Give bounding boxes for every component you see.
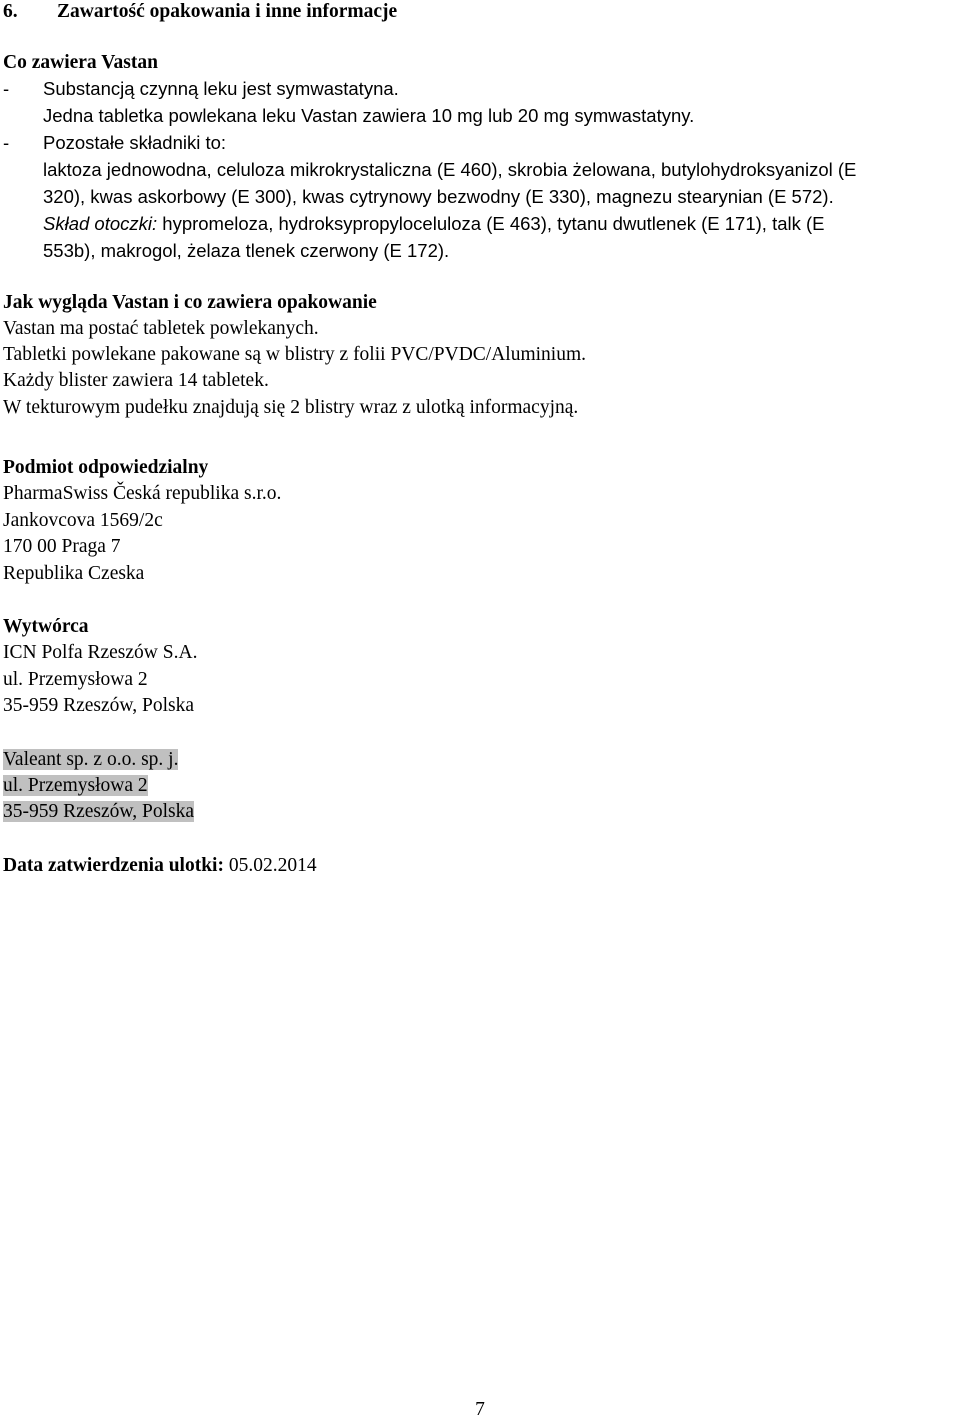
coating-text: hypromeloza, hydroksypropyloceluloza (E 463), tytanu dwutlenek (E 171), talk (E [157, 213, 825, 234]
manufacturer-highlighted-line [3, 773, 148, 799]
highlighted-text: ul. Przemysłowa 2 [3, 775, 148, 796]
active-substance-line: Substancją czynną leku jest symwastatyna. [43, 78, 399, 99]
appearance-line: Każdy blister zawiera 14 tabletek. [3, 370, 269, 391]
holder-line: PharmaSwiss Česká republika s.r.o. [3, 483, 282, 504]
approval-date-line [3, 853, 317, 879]
other-ingredients-item [3, 130, 226, 156]
manufacturer-heading: Wytwórca [3, 616, 89, 637]
highlighted-text: Valeant sp. z o.o. sp. j. [3, 749, 179, 770]
section-title: Zawartość opakowania i inne informacje [57, 1, 398, 22]
manufacturer-line: ul. Przemysłowa 2 [3, 669, 148, 690]
manufacturer-line: 35-959 Rzeszów, Polska [3, 695, 195, 716]
excipients-line: 320), kwas askorbowy (E 300), kwas cytrynowy bezwodny (E 330), magnezu stearynian (E 572). [43, 186, 834, 207]
coating-line [43, 211, 825, 237]
manufacturer-highlighted-line [3, 799, 194, 825]
other-ingredients-label: Pozostałe składniki to: [43, 132, 227, 153]
holder-line: 170 00 Praga 7 [3, 536, 121, 557]
manufacturer-line: ICN Polfa Rzeszów S.A. [3, 642, 198, 663]
composition-heading: Co zawiera Vastan [3, 52, 158, 73]
page-number: 7 [475, 1399, 485, 1420]
appearance-heading: Jak wygląda Vastan i co zawiera opakowanie [3, 292, 377, 313]
coating-label: Skład otoczki: [43, 213, 158, 234]
approval-date: 05.02.2014 [223, 855, 317, 876]
approval-label: Data zatwierdzenia ulotki: [3, 855, 224, 876]
appearance-line: Tabletki powlekane pakowane są w blistry z folii PVC/PVDC/Aluminium. [3, 344, 587, 365]
active-substance-item [3, 76, 399, 102]
coating-line: 553b), makrogol, żelaza tlenek czerwony (E 172). [43, 240, 450, 261]
section-number: 6. [3, 1, 18, 22]
highlighted-text: 35-959 Rzeszów, Polska [3, 801, 195, 822]
appearance-line: W tekturowym pudełku znajdują się 2 blistry wraz z ulotką informacyjną. [3, 397, 579, 418]
holder-line: Jankovcova 1569/2c [3, 510, 163, 531]
section-heading [3, 0, 397, 25]
manufacturer-highlighted-line [3, 747, 178, 773]
list-dash: - [3, 132, 10, 153]
excipients-line: laktoza jednowodna, celuloza mikrokrystaliczna (E 460), skrobia żelowana, butylohydroksyanizol (E [43, 159, 857, 180]
holder-heading: Podmiot odpowiedzialny [3, 457, 209, 478]
appearance-line: Vastan ma postać tabletek powlekanych. [3, 318, 319, 339]
tablet-strength-line: Jedna tabletka powlekana leku Vastan zawiera 10 mg lub 20 mg symwastatyny. [43, 105, 695, 126]
list-dash: - [3, 78, 10, 99]
holder-line: Republika Czeska [3, 563, 145, 584]
